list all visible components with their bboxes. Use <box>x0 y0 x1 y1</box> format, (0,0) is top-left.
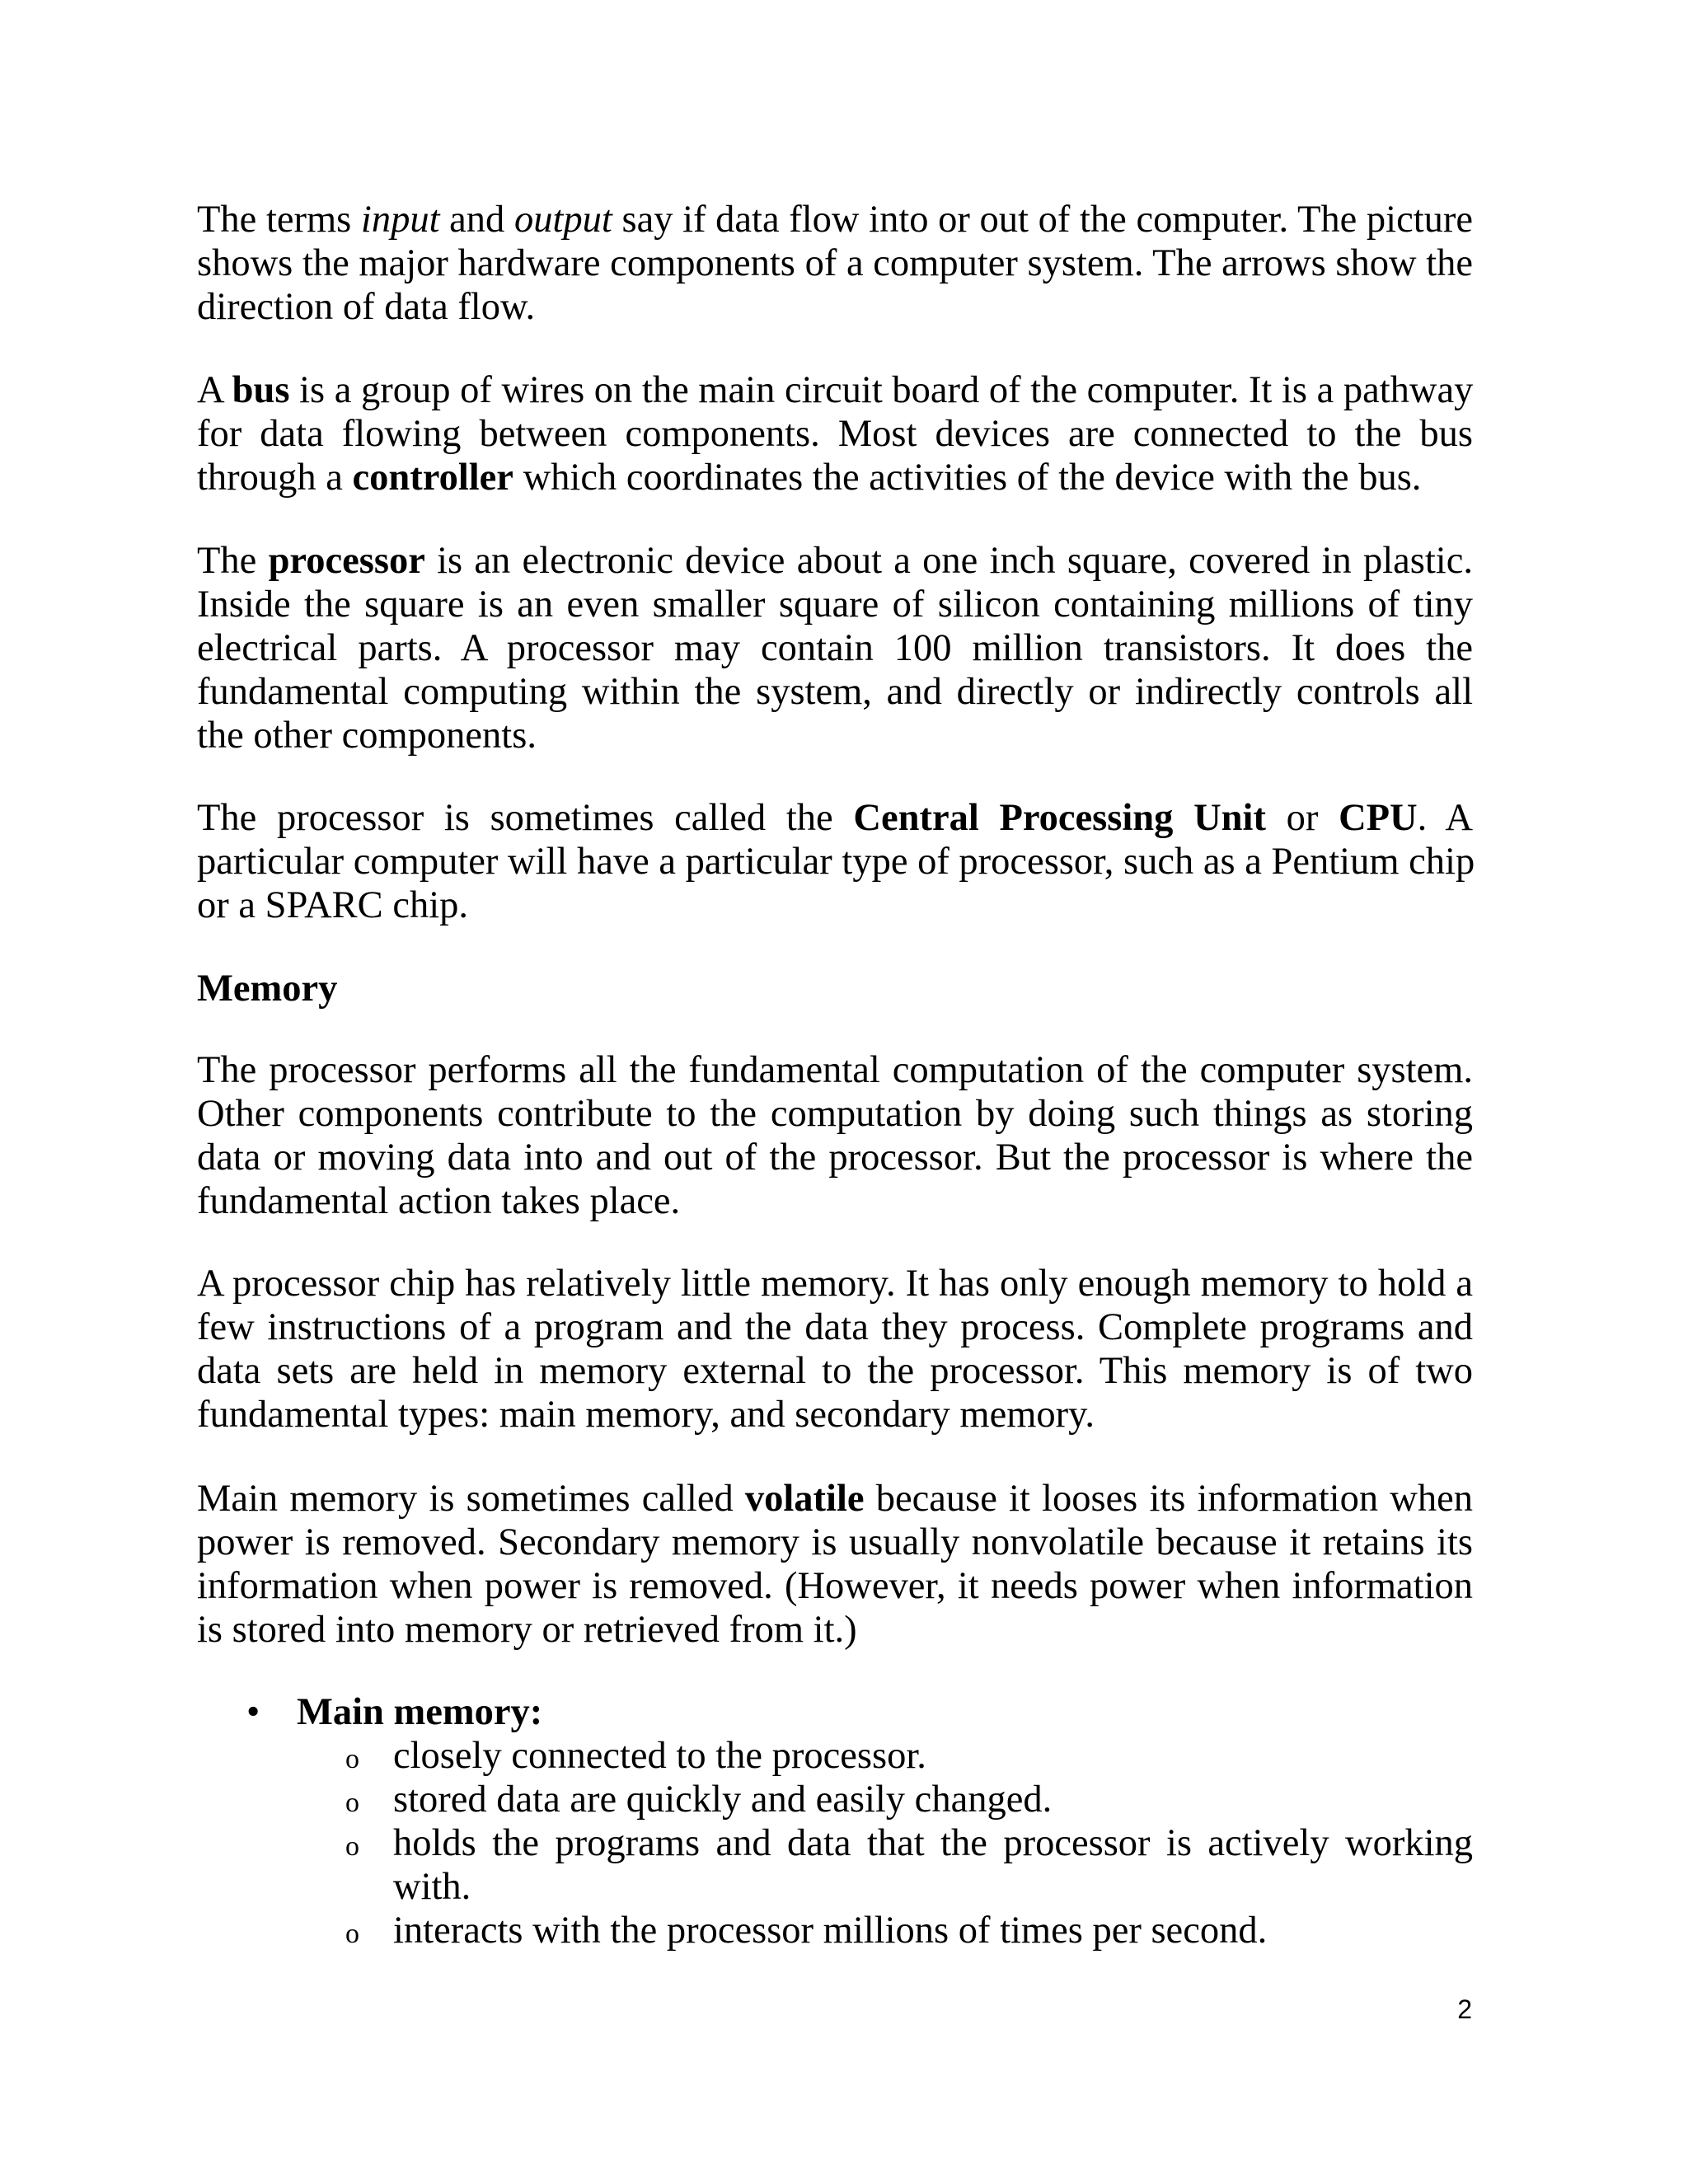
text: The terms <box>197 199 361 241</box>
text: The <box>197 540 269 582</box>
text-line: power is removed. Secondary memory is usually nonvolatile because it retains its <box>197 1521 1473 1563</box>
paragraph-processor <box>197 539 1473 757</box>
paragraph-volatile <box>197 1477 1473 1652</box>
section-heading-memory: Memory <box>197 968 338 1010</box>
italic-term: output <box>513 199 612 241</box>
text: say if data flow into or out of the computer. The picture <box>612 199 1473 241</box>
text-line: stored data are quickly and easily changed. <box>393 1779 1053 1821</box>
text-line <box>197 1477 1473 1521</box>
text-line <box>197 796 1473 840</box>
paragraph-input-output <box>197 198 1473 329</box>
text: which coordinates the activities of the device with the bus. <box>513 457 1422 499</box>
text-line: Inside the square is an even smaller square of silicon containing millions of tiny <box>197 583 1473 626</box>
text-line <box>197 539 1473 583</box>
page-number: 2 <box>1457 1994 1472 2024</box>
text-line: data sets are held in memory external to the processor. This memory is of two <box>197 1350 1473 1392</box>
text-line: A processor chip has relatively little memory. It has only enough memory to hold a <box>197 1263 1473 1305</box>
sub-list-item <box>197 1778 1473 1821</box>
bold-term: processor <box>268 540 425 582</box>
text-line: with. <box>393 1866 471 1908</box>
sub-list-item <box>197 1909 1473 1952</box>
text-line: Other components contribute to the computation by doing such things as storing <box>197 1093 1473 1135</box>
text-line <box>197 368 1473 412</box>
text: Main memory is sometimes called <box>197 1478 745 1520</box>
text: A <box>197 369 232 411</box>
text-line: data or moving data into and out of the processor. But the processor is where the <box>197 1137 1473 1179</box>
text-line: fundamental action takes place. <box>197 1180 681 1222</box>
paragraph-computation <box>197 1048 1473 1223</box>
text-line: particular computer will have a particular type of processor, such as a Pentium chip <box>197 841 1475 883</box>
text: The processor is sometimes called the <box>197 797 854 839</box>
circle-bullet-icon: o <box>345 1788 359 1818</box>
text-line: direction of data flow. <box>197 286 536 328</box>
paragraph-bus <box>197 368 1473 499</box>
text-line: electrical parts. A processor may contain 100 million transistors. It does the <box>197 627 1473 669</box>
text-line <box>197 198 1473 241</box>
sub-list-item <box>197 1821 1473 1909</box>
paragraph-memory-types <box>197 1262 1473 1436</box>
text: . A <box>1417 797 1473 839</box>
text-line: holds the programs and data that the processor is actively working <box>393 1822 1473 1864</box>
text: and <box>439 199 514 241</box>
text: or <box>1265 797 1339 839</box>
text-line <box>197 456 1473 499</box>
text-line: fundamental types: main memory, and secondary memory. <box>197 1394 1095 1436</box>
text-line: is stored into memory or retrieved from it.) <box>197 1609 857 1651</box>
text: is an electronic device about a one inch square, covered in plastic. <box>424 540 1473 582</box>
italic-term: input <box>360 199 440 241</box>
text-line: or a SPARC chip. <box>197 884 468 926</box>
circle-bullet-icon: o <box>345 1919 359 1949</box>
bold-term: CPU <box>1339 797 1418 839</box>
text-line: closely connected to the processor. <box>393 1735 926 1777</box>
text-line: information when power is removed. (However, it needs power when information <box>197 1565 1473 1607</box>
paragraph-cpu <box>197 796 1473 927</box>
list-heading: Main memory: <box>297 1691 543 1733</box>
text-line: few instructions of a program and the data they process. Complete programs and <box>197 1306 1473 1348</box>
text-line: The processor performs all the fundamental computation of the computer system. <box>197 1049 1473 1091</box>
list-item <box>197 1690 1473 1734</box>
text-line: fundamental computing within the system, and directly or indirectly controls all <box>197 671 1473 713</box>
text: through a <box>197 457 353 499</box>
bold-term: controller <box>352 457 513 499</box>
bold-term: Central Processing Unit <box>853 797 1266 839</box>
text: because it looses its information when <box>864 1478 1473 1520</box>
main-memory-list <box>197 1690 1473 1952</box>
text-line: the other components. <box>197 715 537 757</box>
text-line: shows the major hardware components of a computer system. The arrows show the <box>197 242 1473 284</box>
text-line: for data flowing between components. Most devices are connected to the bus <box>197 413 1473 455</box>
circle-bullet-icon: o <box>345 1744 359 1774</box>
circle-bullet-icon: o <box>345 1831 359 1862</box>
text-line: interacts with the processor millions of times per second. <box>393 1910 1268 1952</box>
text: is a group of wires on the main circuit board of the computer. It is a pathway <box>289 369 1474 411</box>
sub-list-item <box>197 1734 1473 1778</box>
bullet-icon: • <box>246 1691 260 1733</box>
bold-term: bus <box>232 369 290 411</box>
bold-term: volatile <box>744 1478 865 1520</box>
